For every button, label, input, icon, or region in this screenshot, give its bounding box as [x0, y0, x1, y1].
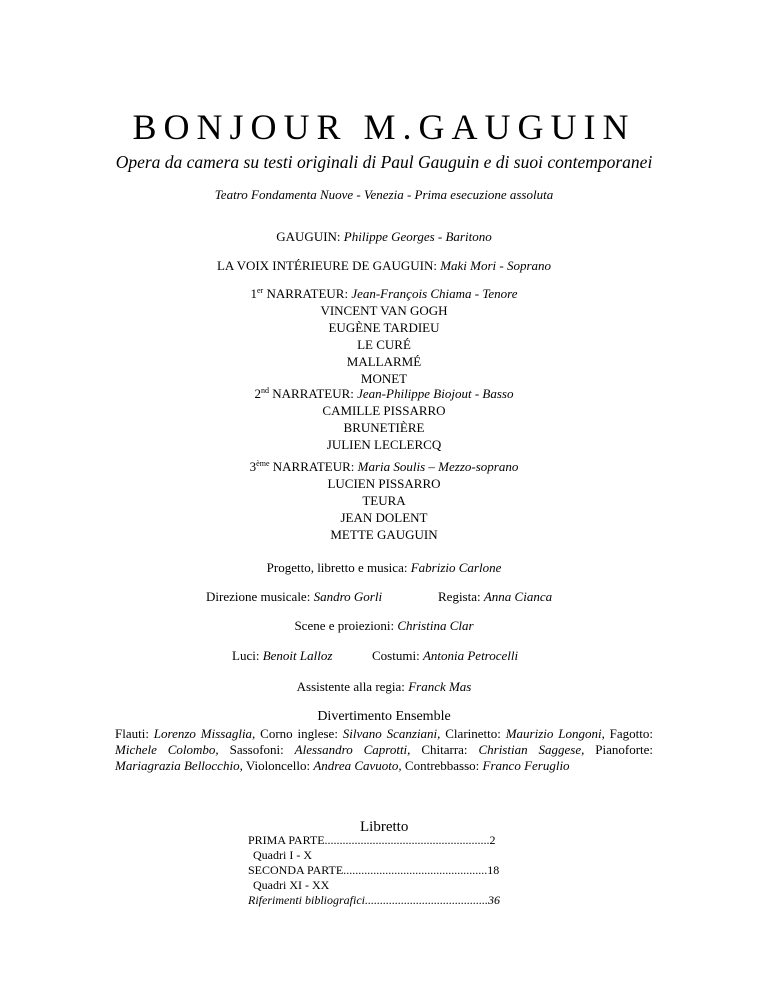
- credit-progetto: [0, 559, 768, 576]
- character-name: JULIEN LECLERCQ: [326, 437, 442, 452]
- cast-gauguin: [0, 228, 768, 245]
- ordinal: 2: [254, 386, 262, 401]
- credit-regista: [438, 588, 552, 605]
- musician-name: Franco Feruglio: [482, 758, 570, 773]
- credit-assistente: [0, 678, 768, 695]
- role-label: NARRATEUR:: [272, 386, 354, 401]
- performer-name: Jean-François Chiama - Tenore: [351, 286, 518, 301]
- credit-name: Fabrizio Carlone: [410, 560, 502, 575]
- cast-narrateur-2: [0, 385, 768, 453]
- credit-costumi: [372, 647, 518, 664]
- character-name: TEURA: [362, 493, 406, 508]
- musician-name: Silvano Scanziani,: [342, 726, 441, 741]
- credit-luci: [232, 647, 332, 664]
- character-name: VINCENT VAN GOGH: [320, 303, 448, 318]
- instrument-label: Flauti:: [115, 726, 149, 741]
- character-name: CAMILLE PISSARRO: [322, 403, 446, 418]
- credit-label: Progetto, libretto e musica:: [266, 560, 408, 575]
- cast-narrateur-3: [0, 458, 768, 543]
- musician-name: Maurizio Longoni,: [505, 726, 605, 741]
- credit-label: Assistente alla regia:: [296, 679, 405, 694]
- instrument-label: Pianoforte:: [595, 742, 654, 757]
- cast-voix-interieure: [0, 257, 768, 274]
- credit-label: Luci:: [232, 648, 260, 663]
- musician-name: Christian Saggese,: [478, 742, 585, 757]
- toc-entry: Riferimenti bibliografici.........................................36: [248, 893, 500, 907]
- credit-name: Christina Clar: [397, 618, 474, 633]
- table-of-contents: [248, 833, 500, 908]
- role-label: NARRATEUR:: [272, 459, 355, 474]
- toc-entry: PRIMA PARTE.......................................................2: [248, 833, 496, 847]
- credit-direzione: [206, 588, 382, 605]
- performer-name: Maria Soulis – Mezzo-soprano: [357, 459, 519, 474]
- instrument-label: Corno inglese:: [260, 726, 338, 741]
- performer-name: Maki Mori - Soprano: [440, 258, 552, 273]
- credit-scene: [0, 617, 768, 634]
- opera-subtitle: Opera da camera su testi originali di Paul Gauguin e di suoi contemporanei: [115, 152, 653, 172]
- ordinal: 3: [249, 459, 257, 474]
- toc-subentry: Quadri I - X: [253, 848, 312, 862]
- role-label: GAUGUIN:: [276, 229, 341, 244]
- credit-label: Scene e proiezioni:: [294, 618, 395, 633]
- toc-entry: SECONDA PARTE................................................18: [248, 863, 500, 877]
- ordinal-suffix: ème: [256, 459, 270, 468]
- credit-name: Sandro Gorli: [313, 589, 383, 604]
- performer-name: Philippe Georges - Baritono: [343, 229, 492, 244]
- character-name: LUCIEN PISSARRO: [327, 476, 441, 491]
- performer-name: Jean-Philippe Biojout - Basso: [357, 386, 514, 401]
- character-name: JEAN DOLENT: [340, 510, 428, 525]
- character-name: MONET: [360, 371, 408, 386]
- narrateur-heading: [0, 458, 768, 475]
- credit-name: Antonia Petrocelli: [422, 648, 519, 663]
- instrument-label: Contrebbasso:: [404, 758, 480, 773]
- credit-name: Anna Cianca: [483, 589, 553, 604]
- instrument-label: Violoncello:: [245, 758, 311, 773]
- ordinal-suffix: er: [256, 286, 264, 295]
- instrument-label: Sassofoni:: [229, 742, 284, 757]
- opera-title: BONJOUR M.GAUGUIN: [132, 107, 636, 147]
- instrument-label: Chitarra:: [421, 742, 468, 757]
- credit-name: Benoit Lalloz: [262, 648, 333, 663]
- role-label: NARRATEUR:: [266, 286, 349, 301]
- toc-subentry: Quadri XI - XX: [253, 878, 330, 892]
- character-name: METTE GAUGUIN: [330, 527, 438, 542]
- ordinal-suffix: nd: [261, 386, 270, 395]
- character-name: EUGÈNE TARDIEU: [328, 320, 440, 335]
- character-name: LE CURÉ: [357, 337, 411, 352]
- credit-name: Franck Mas: [408, 679, 472, 694]
- musician-name: Andrea Cavuoto,: [313, 758, 402, 773]
- character-name: BRUNETIÈRE: [343, 420, 425, 435]
- ensemble-members: [115, 726, 653, 774]
- narrateur-heading: [0, 385, 768, 402]
- cast-narrateur-1: [0, 285, 768, 387]
- musician-name: Alessandro Caprotti,: [294, 742, 411, 757]
- narrateur-heading: [0, 285, 768, 302]
- character-name: MALLARMÉ: [346, 354, 422, 369]
- credit-label: Direzione musicale:: [206, 589, 311, 604]
- instrument-label: Fagotto:: [609, 726, 654, 741]
- credit-label: Costumi:: [372, 648, 420, 663]
- musician-name: Mariagrazia Bellocchio,: [115, 758, 243, 773]
- role-label: LA VOIX INTÉRIEURE DE GAUGUIN:: [216, 258, 437, 273]
- ordinal: 1: [250, 286, 257, 301]
- credit-label: Regista:: [438, 589, 481, 604]
- instrument-label: Clarinetto:: [445, 726, 501, 741]
- musician-name: Michele Colombo,: [115, 742, 219, 757]
- ensemble-title: Divertimento Ensemble: [317, 709, 451, 724]
- libretto-heading: Libretto: [360, 819, 409, 835]
- musician-name: Lorenzo Missaglia,: [153, 726, 256, 741]
- venue-line: Teatro Fondamenta Nuove - Venezia - Prima esecuzione assoluta: [214, 187, 554, 202]
